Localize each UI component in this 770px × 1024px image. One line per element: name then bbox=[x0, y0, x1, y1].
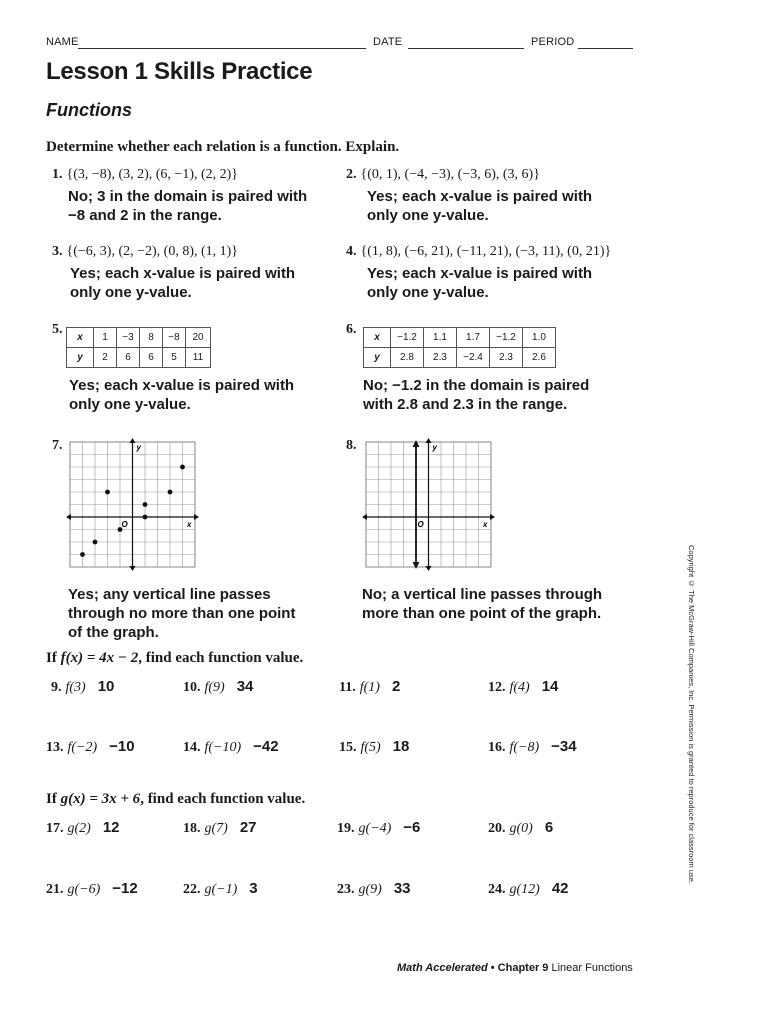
problem-1-answer bbox=[68, 187, 307, 225]
function-item bbox=[183, 819, 257, 837]
data-point bbox=[143, 515, 148, 520]
table-row-y bbox=[364, 348, 556, 368]
y-axis-label: y bbox=[136, 443, 141, 452]
problem-4-answer bbox=[367, 264, 592, 302]
answer-line: of the graph. bbox=[68, 624, 159, 641]
table-cell: −2.4 bbox=[457, 348, 490, 368]
x-axis-label: x bbox=[483, 520, 488, 529]
function-item bbox=[46, 738, 135, 756]
instruction-text: If bbox=[46, 791, 61, 807]
page-title: Lesson 1 Skills Practice bbox=[46, 58, 313, 85]
x-axis-arrow bbox=[66, 514, 71, 520]
table-cell: 20 bbox=[186, 328, 211, 348]
answer-line: No; a vertical line passes through bbox=[362, 586, 603, 603]
function-item bbox=[339, 678, 400, 696]
footer-chapter: Chapter 9 bbox=[497, 962, 549, 974]
problem-5-answer bbox=[69, 376, 294, 414]
function-item bbox=[488, 678, 558, 696]
problem-3 bbox=[52, 242, 238, 260]
problem-relation: {(1, 8), (−6, 21), (−11, 21), (−3, 11), (0, 21)} bbox=[360, 244, 612, 259]
footer-chapter-title: Linear Functions bbox=[551, 962, 633, 974]
answer-line: only one y-value. bbox=[70, 284, 192, 301]
answer-line: No; −1.2 in the domain is paired bbox=[363, 377, 590, 394]
graph-8 bbox=[362, 438, 496, 574]
item-number: 16. bbox=[488, 740, 506, 755]
name-label: NAME bbox=[46, 36, 79, 48]
item-expression: f(4) bbox=[509, 680, 530, 695]
x-axis-arrow bbox=[194, 514, 199, 520]
item-answer: 12 bbox=[102, 819, 120, 836]
item-expression: f(9) bbox=[204, 680, 225, 695]
table-cell: 8 bbox=[140, 328, 163, 348]
problem-number: 2. bbox=[346, 167, 357, 182]
answer-line: only one y-value. bbox=[69, 396, 191, 413]
relation-table-5 bbox=[66, 327, 211, 368]
problem-7-answer bbox=[68, 585, 295, 642]
answer-line: Yes; each x-value is paired with bbox=[367, 188, 593, 205]
table-cell: 6 bbox=[117, 348, 140, 368]
answer-line: No; 3 in the domain is paired with bbox=[68, 188, 308, 205]
data-point bbox=[168, 490, 173, 495]
function-item bbox=[183, 678, 253, 696]
section2-instruction bbox=[46, 650, 303, 667]
function-item bbox=[488, 819, 553, 837]
relation-table-6 bbox=[363, 327, 556, 368]
instruction-text: , find each function value. bbox=[138, 650, 304, 666]
x-header: x bbox=[364, 328, 391, 348]
problem-8-number: 8. bbox=[346, 438, 357, 453]
item-number: 18. bbox=[183, 821, 201, 836]
table-cell: 1.0 bbox=[523, 328, 556, 348]
data-point bbox=[105, 490, 110, 495]
item-answer: 27 bbox=[239, 819, 257, 836]
problem-number: 1. bbox=[52, 167, 63, 182]
problem-relation: {(0, 1), (−4, −3), (−3, 6), (3, 6)} bbox=[360, 167, 540, 182]
y-axis-arrow bbox=[426, 438, 432, 443]
item-number: 22. bbox=[183, 882, 201, 897]
problem-4 bbox=[346, 242, 611, 260]
answer-line: Yes; any vertical line passes bbox=[68, 586, 271, 603]
footer bbox=[397, 962, 633, 974]
answer-line: only one y-value. bbox=[367, 207, 489, 224]
function-item bbox=[337, 819, 420, 837]
function-definition: f(x) = 4x − 2 bbox=[60, 650, 139, 666]
answer-line: −8 and 2 in the range. bbox=[68, 207, 222, 224]
item-expression: f(3) bbox=[65, 680, 86, 695]
table-cell: 2.6 bbox=[523, 348, 556, 368]
problem-number: 3. bbox=[52, 244, 63, 259]
item-expression: g(−4) bbox=[358, 821, 392, 836]
table-cell: 11 bbox=[186, 348, 211, 368]
item-expression: g(12) bbox=[509, 882, 540, 897]
item-answer: 3 bbox=[249, 880, 258, 897]
table-cell: 1.1 bbox=[424, 328, 457, 348]
item-answer: −12 bbox=[112, 880, 138, 897]
item-answer: 42 bbox=[551, 880, 569, 897]
data-point bbox=[180, 465, 185, 470]
y-axis-label: y bbox=[432, 443, 437, 452]
item-answer: 10 bbox=[97, 678, 115, 695]
problem-7-number: 7. bbox=[52, 438, 63, 453]
function-item bbox=[488, 738, 577, 756]
item-expression: f(−2) bbox=[67, 740, 98, 755]
table-cell: −8 bbox=[163, 328, 186, 348]
item-expression: g(−1) bbox=[204, 882, 238, 897]
table-cell: −1.2 bbox=[490, 328, 523, 348]
function-item bbox=[51, 678, 114, 696]
item-answer: 18 bbox=[392, 738, 410, 755]
y-axis-arrow bbox=[130, 438, 136, 443]
item-number: 20. bbox=[488, 821, 506, 836]
item-expression: f(−10) bbox=[204, 740, 242, 755]
function-item bbox=[46, 880, 138, 898]
table-cell: −3 bbox=[117, 328, 140, 348]
name-blank[interactable] bbox=[78, 48, 366, 49]
data-point bbox=[80, 552, 85, 557]
page-subtitle: Functions bbox=[46, 100, 132, 120]
table-cell: 5 bbox=[163, 348, 186, 368]
table-row-x bbox=[67, 328, 211, 348]
section1-instruction: Determine whether each relation is a function. Explain. bbox=[46, 139, 400, 155]
item-answer: −10 bbox=[109, 738, 135, 755]
y-axis-arrow bbox=[130, 566, 136, 571]
date-blank[interactable] bbox=[408, 48, 524, 49]
answer-line: only one y-value. bbox=[367, 284, 489, 301]
period-label: PERIOD bbox=[531, 36, 575, 48]
item-answer: 6 bbox=[544, 819, 554, 836]
x-axis-arrow bbox=[490, 514, 495, 520]
copyright-notice: Copyright © The McGraw-Hill Companies, Inc. Permission is granted to reproduce for classroom use. bbox=[687, 545, 696, 884]
item-answer: 14 bbox=[541, 678, 559, 695]
item-number: 23. bbox=[337, 882, 355, 897]
item-expression: g(−6) bbox=[67, 882, 101, 897]
data-point bbox=[118, 527, 123, 532]
date-label: DATE bbox=[373, 36, 403, 48]
problem-5-number: 5. bbox=[52, 322, 63, 337]
table-cell: 1.7 bbox=[457, 328, 490, 348]
table-cell: 2.8 bbox=[391, 348, 424, 368]
item-answer: −42 bbox=[253, 738, 279, 755]
item-number: 19. bbox=[337, 821, 355, 836]
item-answer: 2 bbox=[391, 678, 401, 695]
graph-7 bbox=[66, 438, 200, 574]
instruction-text: If bbox=[46, 650, 61, 666]
y-header: y bbox=[67, 348, 94, 368]
item-answer: −34 bbox=[551, 738, 577, 755]
problem-2-answer bbox=[367, 187, 592, 225]
origin-label: O bbox=[417, 520, 424, 529]
data-point bbox=[93, 540, 98, 545]
item-expression: g(7) bbox=[204, 821, 228, 836]
problem-relation: {(3, −8), (3, 2), (6, −1), (2, 2)} bbox=[66, 167, 239, 182]
y-header: y bbox=[364, 348, 391, 368]
problem-6-answer bbox=[363, 376, 589, 414]
item-answer: −6 bbox=[403, 819, 421, 836]
item-number: 21. bbox=[46, 882, 64, 897]
instruction-text: , find each function value. bbox=[140, 791, 306, 807]
table-cell: 6 bbox=[140, 348, 163, 368]
item-expression: g(9) bbox=[358, 882, 382, 897]
problem-8-answer bbox=[362, 585, 602, 623]
table-cell: 1 bbox=[94, 328, 117, 348]
item-number: 24. bbox=[488, 882, 506, 897]
item-number: 17. bbox=[46, 821, 64, 836]
table-cell: 2.3 bbox=[424, 348, 457, 368]
function-item bbox=[183, 738, 279, 756]
item-expression: f(−8) bbox=[509, 740, 540, 755]
x-header: x bbox=[67, 328, 94, 348]
answer-line: Yes; each x-value is paired with bbox=[70, 265, 296, 282]
function-item bbox=[337, 880, 411, 898]
y-axis-arrow bbox=[426, 566, 432, 571]
answer-line: Yes; each x-value is paired with bbox=[367, 265, 593, 282]
function-item bbox=[183, 880, 258, 898]
problem-1 bbox=[52, 165, 238, 183]
item-answer: 33 bbox=[393, 880, 411, 897]
function-item bbox=[339, 738, 409, 756]
function-item bbox=[488, 880, 569, 898]
data-point bbox=[143, 502, 148, 507]
footer-bullet: • bbox=[490, 962, 495, 974]
problem-3-answer bbox=[70, 264, 295, 302]
item-number: 11. bbox=[339, 680, 356, 695]
footer-book: Math Accelerated bbox=[397, 962, 488, 974]
answer-line: with 2.8 and 2.3 in the range. bbox=[363, 396, 568, 413]
period-blank[interactable] bbox=[578, 48, 633, 49]
table-cell: 2 bbox=[94, 348, 117, 368]
problem-relation: {(−6, 3), (2, −2), (0, 8), (1, 1)} bbox=[66, 244, 239, 259]
problem-number: 4. bbox=[346, 244, 357, 259]
function-item bbox=[46, 819, 120, 837]
item-number: 12. bbox=[488, 680, 506, 695]
table-row-x bbox=[364, 328, 556, 348]
item-expression: f(5) bbox=[360, 740, 381, 755]
item-number: 13. bbox=[46, 740, 64, 755]
item-number: 15. bbox=[339, 740, 357, 755]
table-row-y bbox=[67, 348, 211, 368]
answer-line: through no more than one point bbox=[68, 605, 296, 622]
answer-line: more than one point of the graph. bbox=[362, 605, 602, 622]
problem-6-number: 6. bbox=[346, 322, 357, 337]
table-cell: −1.2 bbox=[391, 328, 424, 348]
item-number: 9. bbox=[51, 680, 62, 695]
x-axis-arrow bbox=[362, 514, 367, 520]
function-definition: g(x) = 3x + 6 bbox=[60, 791, 141, 807]
item-answer: 34 bbox=[236, 678, 254, 695]
item-expression: g(0) bbox=[509, 821, 533, 836]
origin-label: O bbox=[121, 520, 128, 529]
item-number: 10. bbox=[183, 680, 201, 695]
answer-line: Yes; each x-value is paired with bbox=[69, 377, 295, 394]
table-cell: 2.3 bbox=[490, 348, 523, 368]
problem-2 bbox=[346, 165, 540, 183]
x-axis-label: x bbox=[187, 520, 192, 529]
item-expression: f(1) bbox=[359, 680, 380, 695]
item-expression: g(2) bbox=[67, 821, 91, 836]
item-number: 14. bbox=[183, 740, 201, 755]
section3-instruction bbox=[46, 791, 305, 808]
